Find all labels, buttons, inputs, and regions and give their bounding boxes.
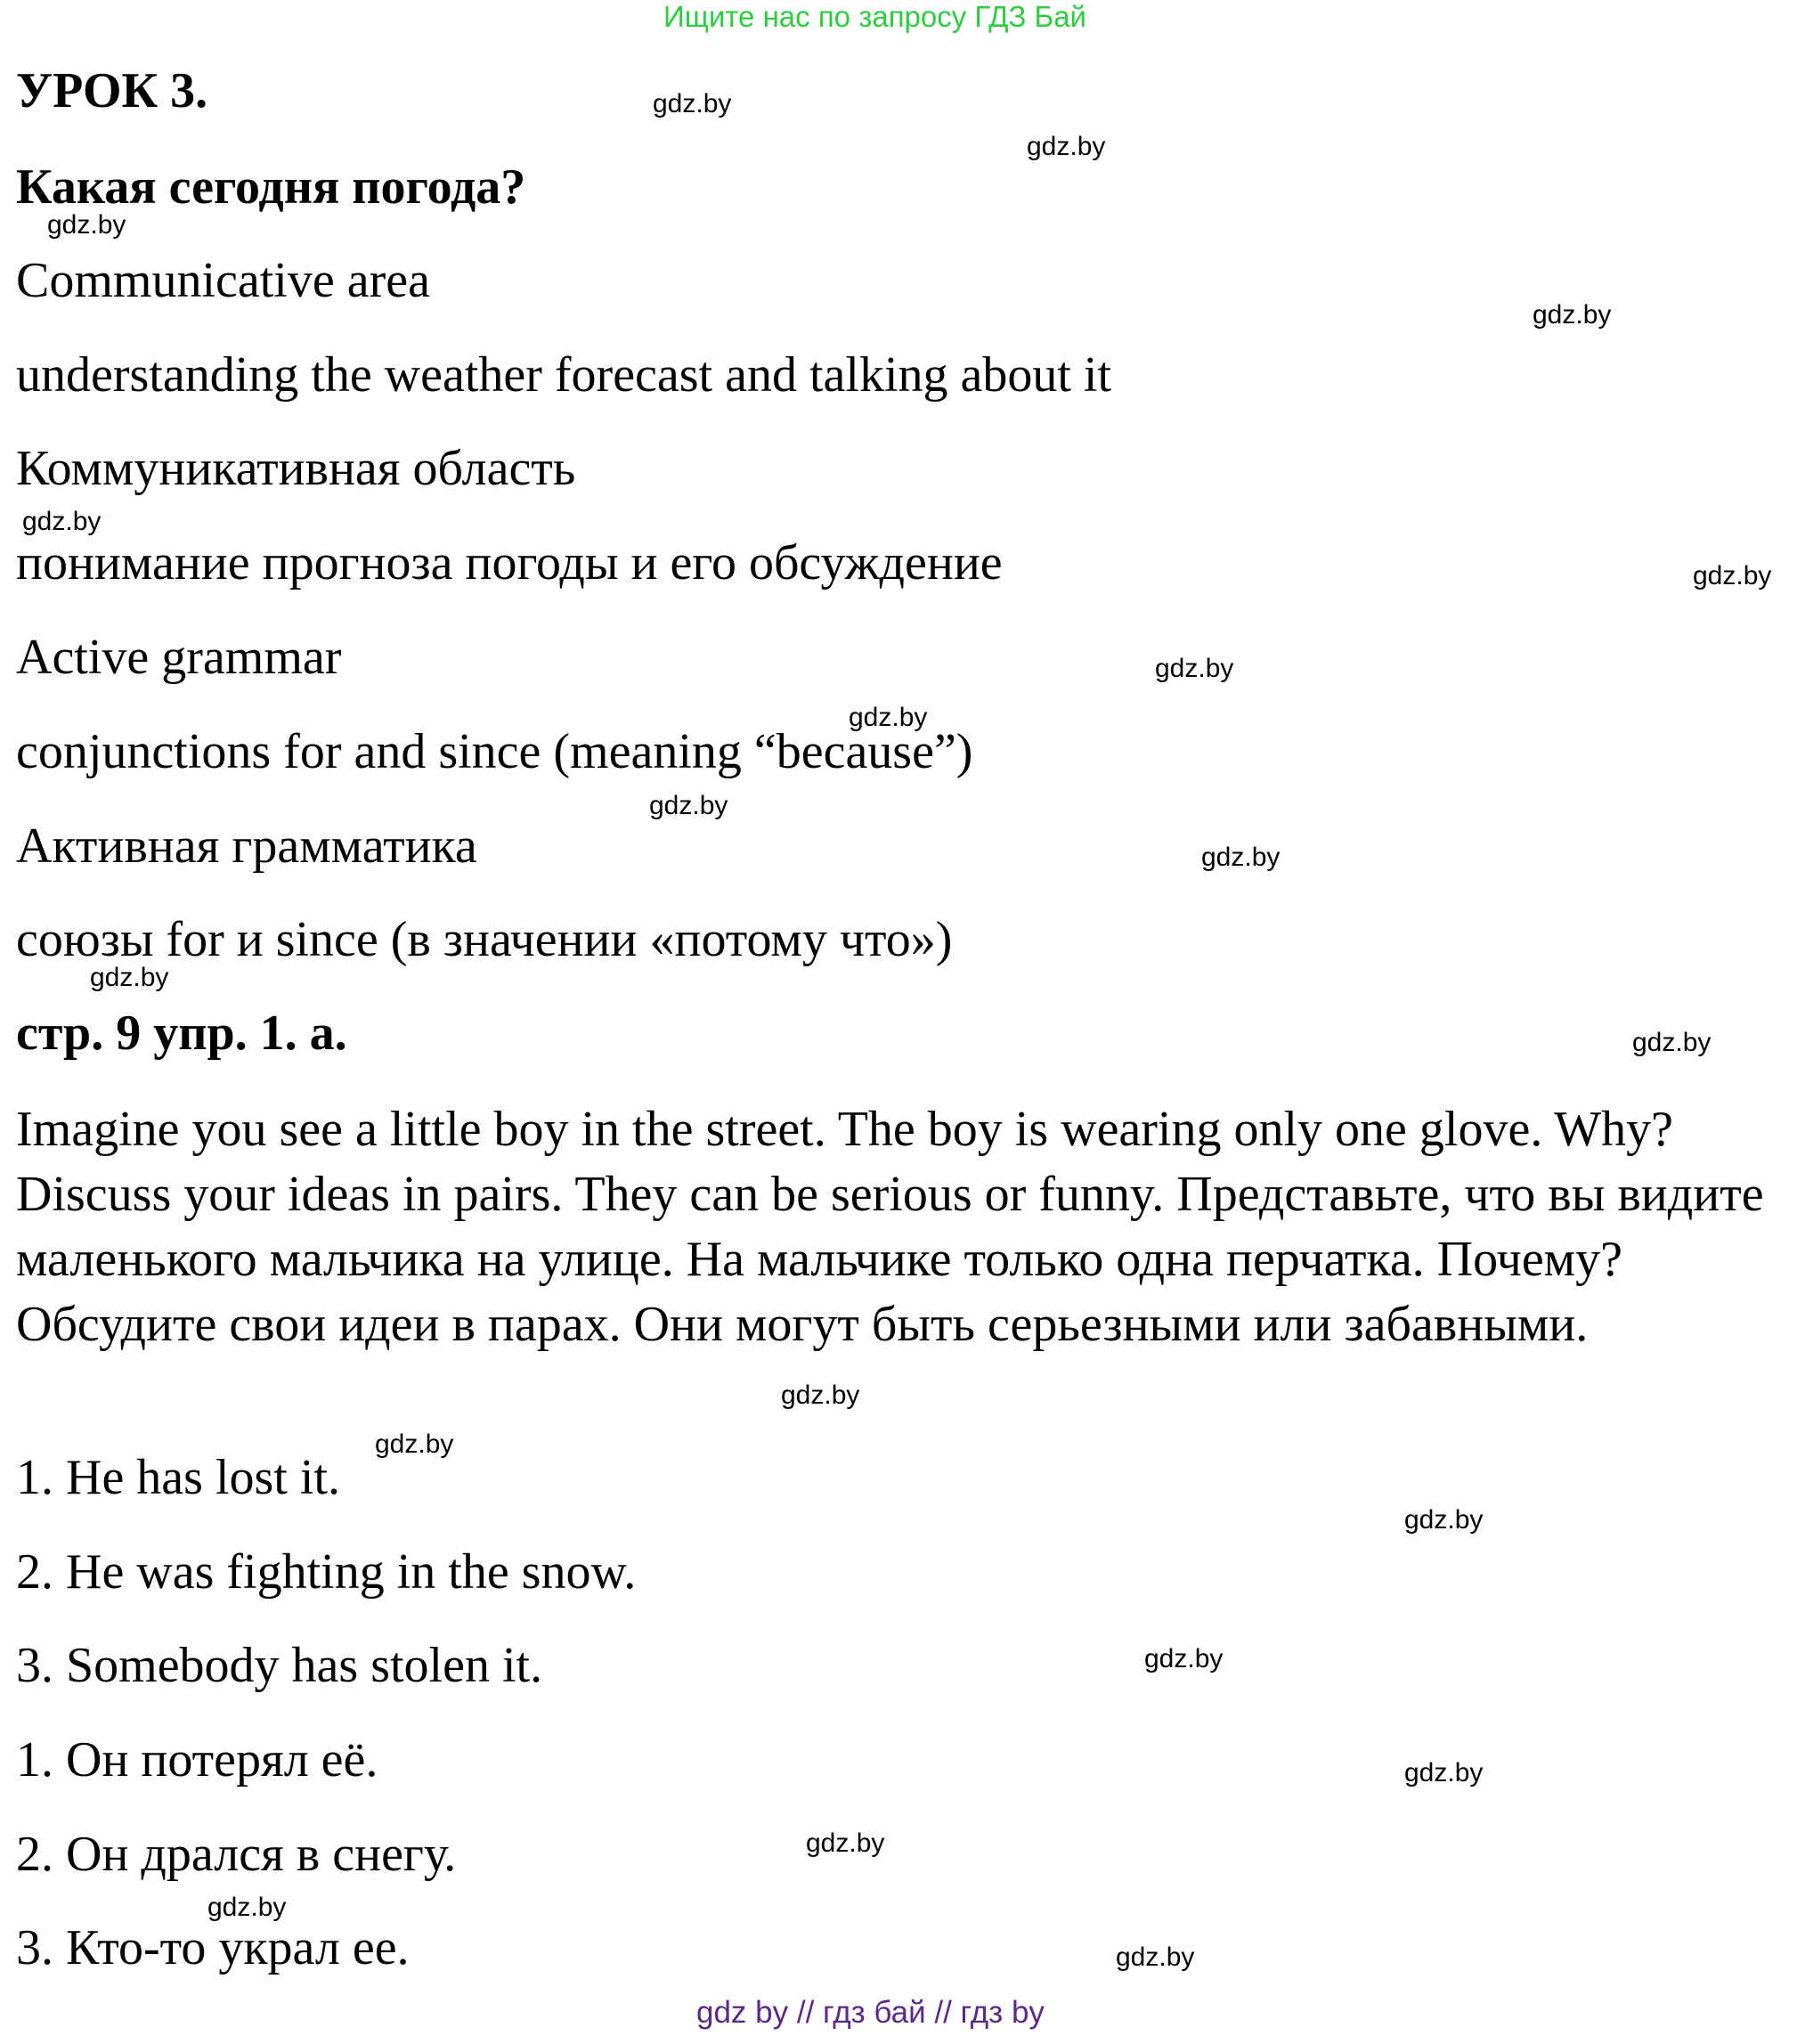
watermark: gdz.by <box>1116 1942 1195 1972</box>
watermark: gdz.by <box>1404 1758 1484 1787</box>
watermark: gdz.by <box>1632 1028 1712 1057</box>
lesson-title: УРОК 3. <box>16 63 208 118</box>
watermark: gdz.by <box>849 703 928 732</box>
communicative-area-label: Communicative area <box>16 253 430 308</box>
watermark: gdz.by <box>653 89 732 118</box>
top-banner[interactable]: Ищите нас по запросу ГДЗ Бай <box>663 0 1086 33</box>
active-grammar-value-ru: союзы for и since (в значении «потому что») <box>16 912 953 967</box>
watermark: gdz.by <box>1027 132 1106 161</box>
watermark: gdz.by <box>22 507 102 536</box>
answer-en-2: 2. He was fighting in the snow. <box>16 1544 637 1600</box>
answer-ru-1: 1. Он потерял её. <box>16 1732 378 1787</box>
watermark: gdz.by <box>207 1893 287 1922</box>
watermark: gdz.by <box>90 963 169 992</box>
active-grammar-label-ru: Активная грамматика <box>16 818 477 874</box>
watermark: gdz.by <box>1201 843 1281 872</box>
active-grammar-value: conjunctions for and since (meaning “because”) <box>16 724 973 779</box>
watermark: gdz.by <box>1155 654 1234 683</box>
watermark: gdz.by <box>649 791 728 820</box>
watermark: gdz.by <box>781 1380 860 1410</box>
answer-en-3: 3. Somebody has stolen it. <box>16 1638 543 1693</box>
watermark: gdz.by <box>1693 561 1772 590</box>
communicative-area-value-ru: понимание прогноза погоды и его обсуждение <box>16 535 1003 590</box>
exercise-task: Imagine you see a little boy in the street. The boy is wearing only one glove. Why? Discuss your ideas in pairs. They can be serious or funny. Представьте, что вы видите маленького мальчика на улице. На мальчике только одна перчатка. Почему? Обсудите свои идеи в парах. Они могут быть серьезными или забавными. <box>16 1102 1764 1352</box>
watermark: gdz.by <box>1533 300 1612 330</box>
watermark: gdz.by <box>375 1429 454 1459</box>
answer-ru-2: 2. Он дрался в снегу. <box>16 1827 457 1882</box>
answer-ru-3: 3. Кто-то украл ее. <box>16 1920 410 1975</box>
watermark: gdz.by <box>1404 1505 1484 1535</box>
exercise-heading: стр. 9 упр. 1. a. <box>16 1006 347 1061</box>
watermark: gdz.by <box>1144 1644 1224 1673</box>
footer-links[interactable]: gdz by // гдз бай // гдз by <box>696 1995 1045 2030</box>
communicative-area-value: understanding the weather forecast and talking about it <box>16 347 1112 403</box>
answer-en-1: 1. He has lost it. <box>16 1450 340 1505</box>
watermark: gdz.by <box>47 210 126 240</box>
lesson-subtitle: Какая сегодня погода? <box>16 159 526 215</box>
active-grammar-label: Active grammar <box>16 630 342 685</box>
communicative-area-label-ru: Коммуникативная область <box>16 441 576 496</box>
watermark: gdz.by <box>806 1828 885 1858</box>
